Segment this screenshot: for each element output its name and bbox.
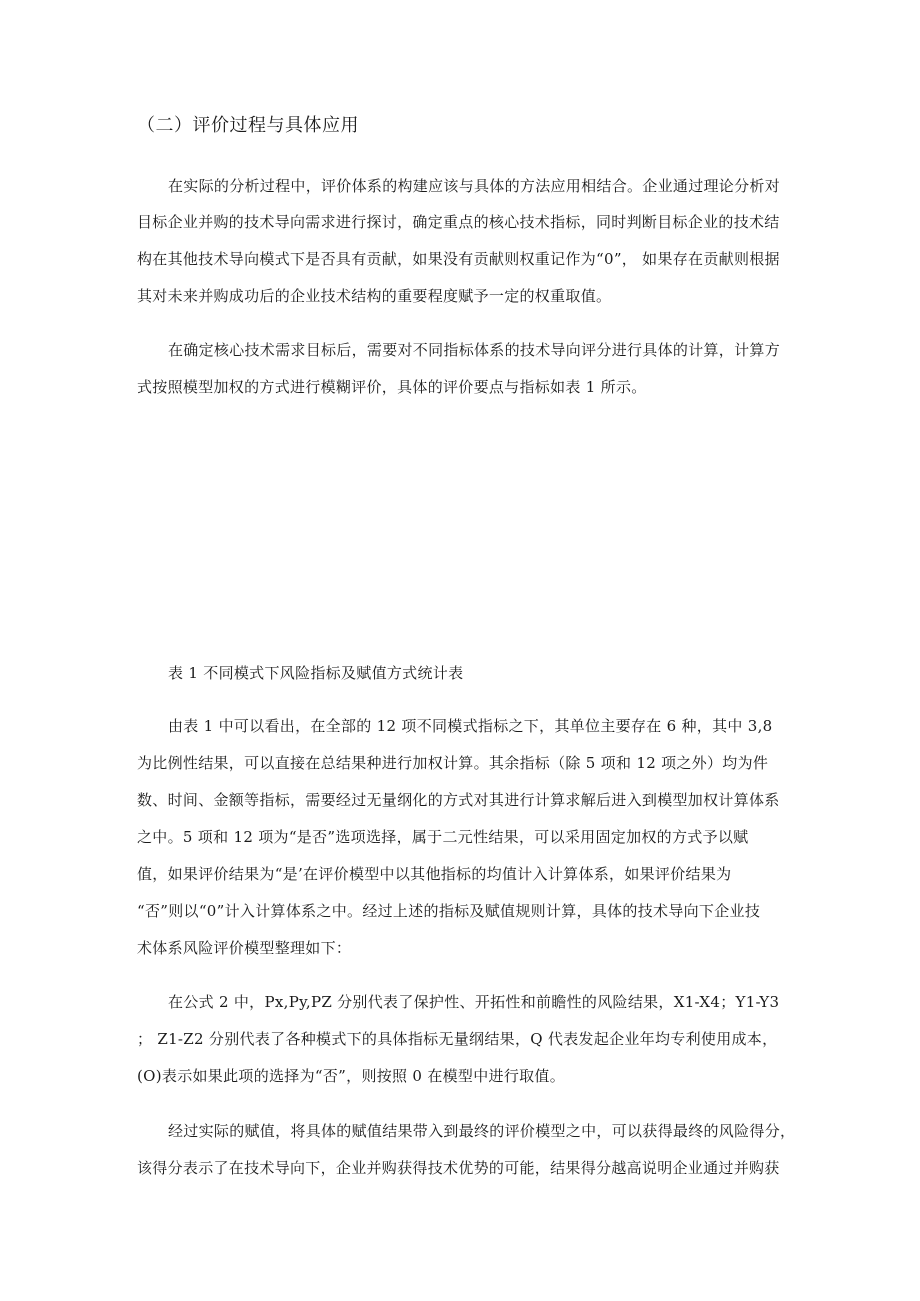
paragraph-line: 其对未来并购成功后的企业技术结构的重要程度赋予一定的权重取值。	[137, 287, 612, 305]
paragraph-line: 数、时间、金额等指标，需要经过无量纲化的方式对其进行计算求解后进入到模型加权计算体系	[137, 791, 780, 809]
paragraph-line: 之中。5 项和 12 项为“是否”选项选择，属于二元性结果，可以采用固定加权的方式予以赋	[137, 828, 749, 846]
paragraph-line: 为比例性结果，可以直接在总结果种进行加权计算。其余指标（除 5 项和 12 项之外）均为件	[137, 754, 769, 772]
table-caption: 表 1 不同模式下风险指标及赋值方式统计表	[168, 664, 464, 682]
paragraph-line: ； Z1-Z2 分别代表了各种模式下的具体指标无量纲结果，Q 代表发起企业年均专利使用成本，	[137, 1030, 778, 1048]
paragraph-line: “否”则以“0”计入计算体系之中。经过上述的指标及赋值规则计算，具体的技术导向下企业技	[137, 902, 761, 920]
paragraph-line: 在公式 2 中，Px,Py,PZ 分别代表了保护性、开拓性和前瞻性的风险结果，X1-X4；Y1-Y3	[168, 993, 780, 1011]
paragraph-line: 该得分表示了在技术导向下，企业并购获得技术优势的可能，结果得分越高说明企业通过并购获	[137, 1159, 780, 1177]
section-heading: （二）评价过程与具体应用	[137, 115, 359, 136]
paragraph-line: 在确定核心技术需求目标后，需要对不同指标体系的技术导向评分进行具体的计算，计算方	[168, 341, 781, 359]
paragraph-line: 构在其他技术导向模式下是否具有贡献，如果没有贡献则权重记作为“0”， 如果存在贡献则根据	[137, 250, 780, 268]
paragraph-line: 目标企业并购的技术导向需求进行探讨，确定重点的核心技术指标，同时判断目标企业的技术结	[137, 213, 780, 231]
paragraph-line: (O)表示如果此项的选择为“否”，则按照 0 在模型中进行取值。	[137, 1067, 566, 1085]
paragraph-line: 在实际的分析过程中，评价体系的构建应该与具体的方法应用相结合。企业通过理论分析对	[168, 177, 781, 195]
paragraph-line: 由表 1 中可以看出，在全部的 12 项不同模式指标之下，其单位主要存在 6 种，其中 3,8	[168, 717, 773, 735]
paragraph-line: 术体系风险评价模型整理如下：	[137, 939, 352, 957]
paragraph-line: 式按照模型加权的方式进行模糊评价，具体的评价要点与指标如表 1 所示。	[137, 378, 647, 396]
paragraph-line: 值，如果评价结果为“是’在评价模型中以其他指标的均值计入计算体系，如果评价结果为	[137, 865, 732, 883]
paragraph-line: 经过实际的赋值，将具体的赋值结果带入到最终的评价模型之中，可以获得最终的风险得分，	[168, 1122, 796, 1140]
